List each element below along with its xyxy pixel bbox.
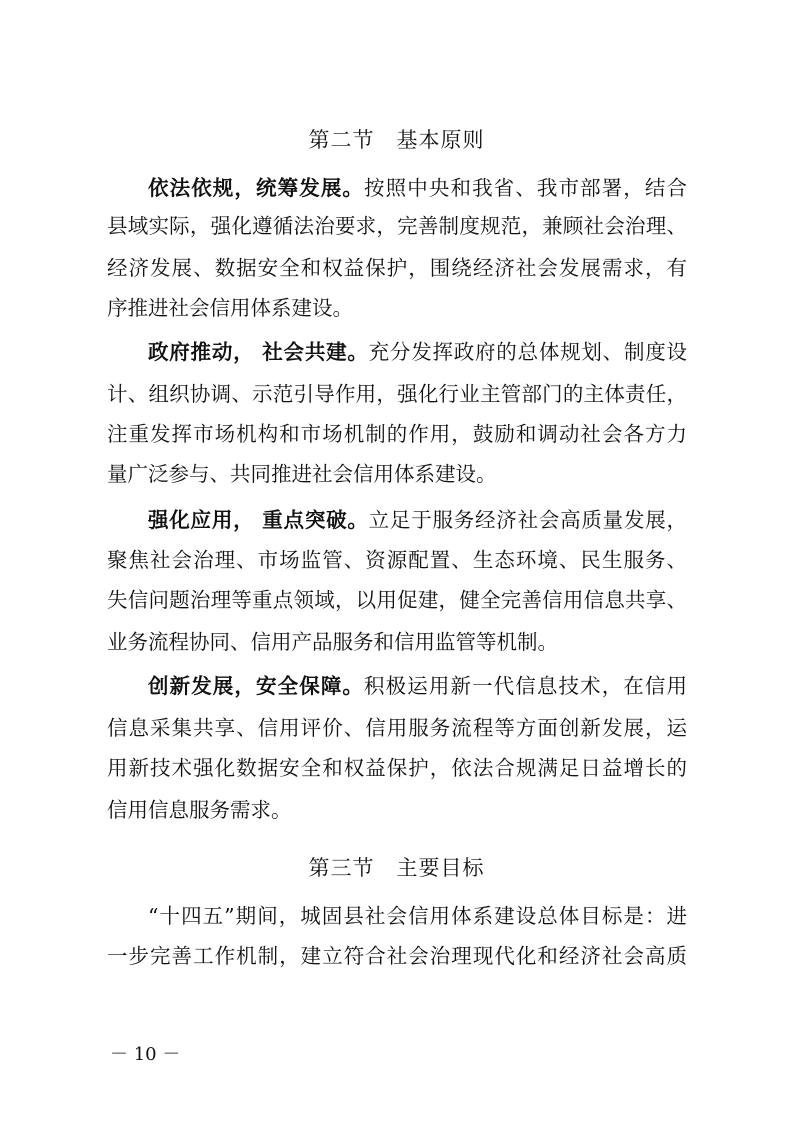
paragraph-line: 信用信息服务需求。 bbox=[107, 798, 292, 822]
paragraph-line: 注重发挥市场机构和市场机制的作用，鼓励和调动社会各方力 bbox=[107, 422, 687, 446]
page-number: － 10 － bbox=[110, 1044, 181, 1065]
section-heading-main-goals: 第三节 主要目标 bbox=[308, 856, 485, 880]
paragraph-line: 序推进社会信用体系建设。 bbox=[107, 296, 353, 320]
paragraph-text: 立足于服务经济社会高质量发展， bbox=[368, 508, 687, 532]
paragraph-text: 积极运用新一代信息技术，在信用 bbox=[364, 674, 688, 698]
section-heading-basic-principles: 第二节 基本原则 bbox=[308, 128, 485, 152]
principle-title: 依法依规，统筹发展。 bbox=[148, 176, 365, 200]
paragraph-text: 充分发挥政府的总体规划、制度设 bbox=[368, 340, 687, 364]
paragraph-line bbox=[148, 178, 687, 199]
paragraph-line bbox=[148, 342, 687, 363]
paragraph-line: 信息采集共享、信用评价、信用服务流程等方面创新发展，运 bbox=[107, 716, 687, 740]
paragraph-line: 业务流程协同、信用产品服务和信用监管等机制。 bbox=[107, 630, 558, 654]
paragraph-line: 经济发展、数据安全和权益保护，围绕经济社会发展需求，有 bbox=[107, 256, 687, 280]
paragraph-line bbox=[148, 510, 687, 531]
paragraph-line bbox=[148, 676, 687, 697]
paragraph-line: “十四五”期间，城固县社会信用体系建设总体目标是：进 bbox=[148, 904, 687, 928]
paragraph-line: 县域实际，强化遵循法治要求，完善制度规范，兼顾社会治理、 bbox=[107, 214, 687, 238]
principle-title: 政府推动， 社会共建。 bbox=[148, 340, 369, 364]
paragraph-line: 聚焦社会治理、市场监管、资源配置、生态环境、民生服务、 bbox=[107, 548, 687, 572]
paragraph-line: 失信问题治理等重点领域，以用促建，健全完善信用信息共享、 bbox=[107, 588, 687, 612]
principle-title: 创新发展，安全保障。 bbox=[148, 674, 365, 698]
paragraph-line: 一步完善工作机制，建立符合社会治理现代化和经济社会高质 bbox=[107, 944, 687, 968]
paragraph-text: 按照中央和我省、我市部署，结合 bbox=[364, 176, 688, 200]
paragraph-line: 量广泛参与、共同推进社会信用体系建设。 bbox=[107, 462, 497, 486]
paragraph-line: 计、组织协调、示范引导作用，强化行业主管部门的主体责任， bbox=[107, 382, 687, 406]
paragraph-line: 用新技术强化数据安全和权益保护，依法合规满足日益增长的 bbox=[107, 756, 687, 780]
principle-title: 强化应用， 重点突破。 bbox=[148, 508, 369, 532]
